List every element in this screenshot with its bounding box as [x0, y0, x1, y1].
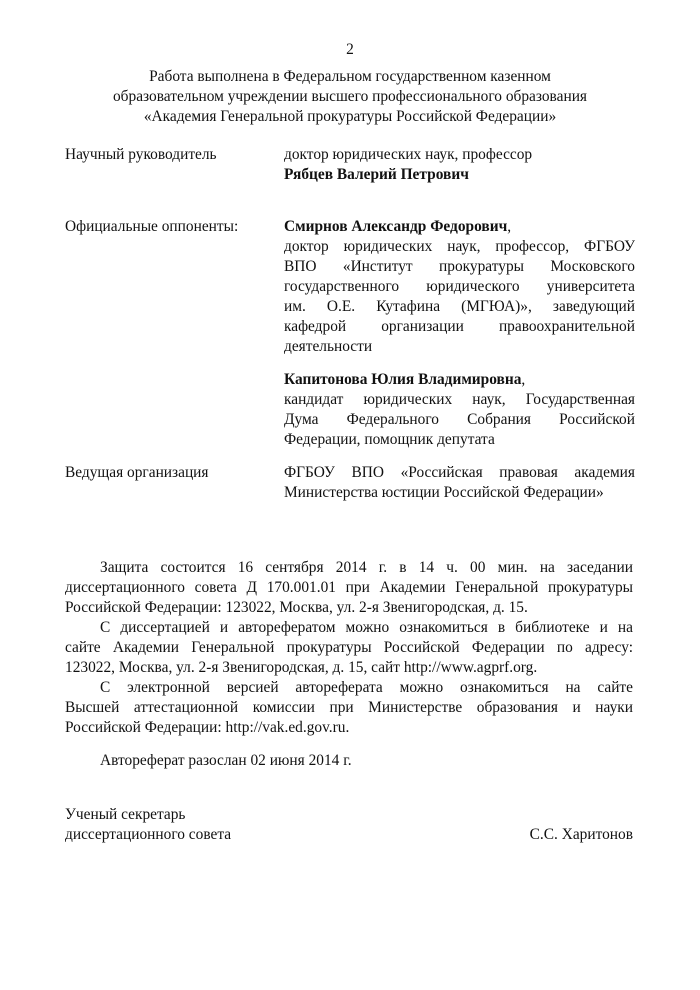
- opponents-label: Официальные оппоненты:: [65, 218, 239, 235]
- opponent-first-line: им. О.Е. Кутафина (МГЮА)», заведующий: [284, 298, 635, 315]
- library-line: 123022, Москва, ул. 2-я Звенигородская, д. 15, сайт http://www.agprf.org.: [65, 659, 538, 676]
- secretary-title-line: диссертационного совета: [65, 826, 232, 843]
- lead-org-line: ФГБОУ ВПО «Российская правовая академия: [284, 464, 635, 481]
- defense-line: Российской Федерации: 123022, Москва, ул. 2-я Звенигородская, д. 15.: [65, 599, 528, 616]
- opponent-first-line: ВПО «Институт прокуратуры Московского: [284, 258, 635, 275]
- header-line: образовательном учреждении высшего профессионального образования: [112, 88, 588, 105]
- library-line: сайте Академии Генеральной прокуратуры Российской Федерации по адресу:: [65, 639, 633, 656]
- opponent-first-line: деятельности: [284, 338, 373, 355]
- secretary-title-line: Ученый секретарь: [65, 806, 186, 823]
- electronic-line: С электронной версией автореферата можно ознакомиться на сайте: [100, 679, 633, 696]
- opponent-first-name: Смирнов Александр Федорович: [284, 218, 508, 235]
- opponent-second: [284, 370, 635, 450]
- opponent-first: [284, 217, 635, 357]
- dispatched-date: Автореферат разослан 02 июня 2014 г.: [100, 752, 352, 769]
- opponent-first-name-suffix: ,: [507, 218, 512, 235]
- opponent-first-line: кафедрой организации правоохранительной: [284, 318, 635, 335]
- supervisor-name: Рябцев Валерий Петрович: [284, 166, 469, 183]
- defense-line: диссертационного совета Д 170.001.01 при Академии Генеральной прокуратуры: [65, 579, 633, 596]
- opponent-first-line: государственного юридического университета: [284, 278, 635, 295]
- header-line: Работа выполнена в Федеральном государственном казенном: [149, 68, 551, 85]
- electronic-paragraph: [65, 678, 633, 738]
- opponent-second-name: Капитонова Юлия Владимировна: [284, 371, 522, 388]
- institution-header: [40, 67, 660, 127]
- opponent-first-line: доктор юридических наук, профессор, ФГБОУ: [284, 238, 635, 255]
- opponent-second-line: Федерации, помощник депутата: [284, 431, 495, 448]
- supervisor-info: [284, 145, 635, 185]
- lead-org-line: Министерства юстиции Российской Федерации»: [284, 484, 604, 501]
- page-number: 2: [346, 41, 354, 58]
- header-line: «Академия Генеральной прокуратуры Российской Федерации»: [143, 108, 557, 125]
- library-line: С диссертацией и авторефератом можно ознакомиться в библиотеке и на: [100, 619, 633, 636]
- supervisor-degree: доктор юридических наук, профессор: [284, 146, 533, 163]
- lead-org-label: Ведущая организация: [65, 464, 209, 481]
- library-paragraph: [65, 618, 633, 678]
- secretary-name: С.С. Харитонов: [529, 826, 633, 843]
- opponent-second-line: кандидат юридических наук, Государственная: [284, 391, 635, 408]
- electronic-line: Высшей аттестационной комиссии при Министерстве образования и науки: [65, 699, 633, 716]
- defense-line: Защита состоится 16 сентября 2014 г. в 14 ч. 00 мин. на заседании: [100, 559, 633, 576]
- opponent-second-line: Дума Федерального Собрания Российской: [284, 411, 635, 428]
- defense-paragraph: [65, 558, 633, 618]
- electronic-line: Российской Федерации: http://vak.ed.gov.ru.: [65, 719, 350, 736]
- opponent-second-name-suffix: ,: [521, 371, 526, 388]
- lead-org-info: [284, 463, 635, 503]
- secretary-title: [65, 805, 231, 845]
- supervisor-label: Научный руководитель: [65, 146, 217, 163]
